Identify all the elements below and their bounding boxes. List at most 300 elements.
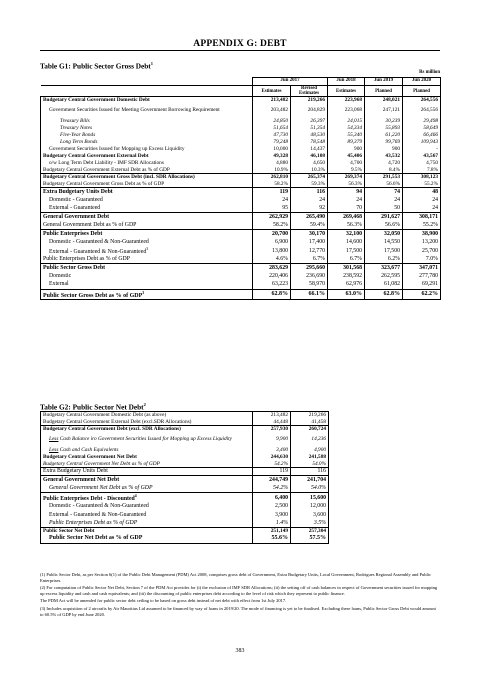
row-label <box>41 213 253 221</box>
value-cell: 13,200 <box>403 238 441 246</box>
label-text: General Government Net Debt <box>43 477 120 484</box>
table-g2-title-text: Table G2: Public Sector Net Debt <box>40 402 144 412</box>
row-label <box>41 511 253 519</box>
table-row <box>41 468 329 476</box>
col-group-jun2017: Jun 2017 <box>253 78 328 86</box>
table-row <box>41 528 329 535</box>
table-row <box>41 433 329 447</box>
value-cell: 14,437 <box>291 146 328 153</box>
corner-cell <box>41 78 253 86</box>
footnote: (3) Includes acquisition of 2 aircrafts by Air Mauritius Ltd assumed to be financed by way of loans in 2019/20. The mode of financing is yet to be finalised. Excluding these loans, Public Sector Gross Debt would amount to 60.5% of GDP by end June 2020. <box>40 605 436 617</box>
value-cell: 58,970 <box>291 281 328 289</box>
value-cell: 30,239 <box>365 118 403 125</box>
value-cell: 54.0% <box>291 461 329 468</box>
row-label <box>41 238 253 246</box>
row-label <box>41 519 253 527</box>
appendix-title: APPENDIX G: DEBT <box>193 39 287 49</box>
value-cell: 51,354 <box>291 125 328 132</box>
label-text: Public Enterprises Debt as % of GDP <box>43 256 130 263</box>
value-cell: 54.2% <box>253 484 291 492</box>
units-label: Rs million <box>419 70 440 75</box>
table-row <box>41 484 329 492</box>
table-g2 <box>40 411 329 544</box>
row-label <box>41 174 253 181</box>
value-cell: 213,482 <box>253 412 291 419</box>
label-text: Public Sector Net Debt <box>43 528 95 535</box>
value-cell: 24 <box>403 196 441 204</box>
value-cell: 301,568 <box>328 264 365 272</box>
table-row <box>41 511 329 519</box>
row-label <box>41 454 253 461</box>
value-cell: 44,448 <box>253 419 291 426</box>
value-cell: 74 <box>365 188 403 196</box>
label-text: Long Term Bonds <box>60 138 98 145</box>
value-cell: 269,374 <box>328 174 365 181</box>
value-cell: 32,050 <box>365 229 403 237</box>
label-text: Domestic - Guaranteed & Non-Guaranteed <box>49 238 149 245</box>
row-label <box>41 167 253 174</box>
value-cell: 295,660 <box>291 264 328 272</box>
label-text: Government Securities Issued for Meeting Government Borrowing Requirement <box>49 107 220 114</box>
value-cell: 69,291 <box>403 281 441 289</box>
row-label <box>41 476 253 484</box>
value-cell: 308,123 <box>403 174 441 181</box>
table-row <box>41 519 329 527</box>
table-row <box>41 289 441 299</box>
value-cell: 220,406 <box>253 272 291 280</box>
label-text: Public Sector Gross Debt <box>43 265 106 272</box>
label-text: Public Enterprises Debt <box>43 230 103 237</box>
value-cell: 109,943 <box>403 139 441 146</box>
row-label <box>41 188 253 196</box>
less-prefix: Less <box>49 446 59 453</box>
value-cell: 241,588 <box>291 454 329 461</box>
value-cell: 59.4% <box>291 221 328 229</box>
table-row <box>41 461 329 468</box>
value-cell: 48 <box>403 188 441 196</box>
value-cell: 43,567 <box>403 153 441 160</box>
value-cell: 51,654 <box>253 125 291 132</box>
value-cell: 55.2% <box>403 221 441 229</box>
row-label <box>41 493 253 503</box>
value-cell: 66.1% <box>291 289 328 299</box>
row-label <box>41 104 253 118</box>
value-cell: 49,328 <box>253 153 291 160</box>
label-text: Budgetary Central Government Debt (excl. SDR Allocations) <box>43 426 181 433</box>
value-cell: 12,770 <box>291 246 328 255</box>
row-label <box>41 229 253 237</box>
row-label <box>41 246 253 255</box>
value-cell: 257,930 <box>253 426 291 433</box>
label-text: Budgetary Central Government External Debt as % of GDP <box>43 166 170 173</box>
table-row <box>41 535 329 543</box>
table-g2-title <box>40 402 146 411</box>
value-cell: 56.6% <box>365 181 403 188</box>
col-sub-estimates: Estimates <box>253 86 291 97</box>
value-cell: 265,374 <box>291 174 328 181</box>
value-cell: 54,334 <box>328 125 365 132</box>
row-label <box>41 461 253 468</box>
label-text: Extra Budgetary Units Debt <box>43 188 113 195</box>
value-cell: 55,340 <box>328 132 365 139</box>
value-cell: 291,627 <box>365 213 403 221</box>
value-cell: 45,406 <box>328 153 365 160</box>
label-text: Budgetary Central Government External Debt <box>43 152 149 159</box>
value-cell: 264,556 <box>403 97 441 104</box>
row-label <box>41 160 253 167</box>
label-text: Domestic - Guaranteed <box>49 196 103 203</box>
value-cell: 17,400 <box>291 238 328 246</box>
value-cell: 7.0% <box>403 256 441 264</box>
value-cell: 323,677 <box>365 264 403 272</box>
table-row <box>41 419 329 426</box>
row-label <box>41 528 253 535</box>
table-row <box>41 167 441 174</box>
value-cell: 61,220 <box>365 132 403 139</box>
value-cell: 24 <box>403 204 441 212</box>
value-cell: 223,068 <box>328 104 365 118</box>
col-group-jun2019: Jun 2019 <box>365 78 403 86</box>
footnotes <box>40 572 440 619</box>
footnote: The PDM Act will be amended for public sector debt ceiling to be based on gross debt instead of net debt with effect from 1st July 2017. <box>40 598 287 604</box>
value-cell: 30,170 <box>291 229 328 237</box>
table-row <box>41 213 441 221</box>
value-cell: 116 <box>291 188 328 196</box>
value-cell: 244,630 <box>253 454 291 461</box>
label-text: External - Guaranteed <box>49 205 101 212</box>
table-row <box>41 272 441 280</box>
value-cell: 3,900 <box>253 511 291 519</box>
table-row <box>41 132 441 139</box>
less-prefix: Less <box>49 436 59 443</box>
row-label <box>41 221 253 229</box>
value-cell: 47,730 <box>253 132 291 139</box>
value-cell: 251,149 <box>253 528 291 535</box>
value-cell: 70 <box>328 204 365 212</box>
value-cell: 24 <box>291 196 328 204</box>
label-text: Five-Year Bonds <box>60 131 96 138</box>
col-group-jun2018: Jun 2018 <box>328 78 365 86</box>
value-cell: 4.6% <box>253 256 291 264</box>
row-label <box>41 289 253 299</box>
footnote: (1) Public Sector Debt, as per Section 6(1) of the Public Debt Management (PDM) Act 2008, comprises gross debt of Government, Extra Budgetary Units, Local Government, Rodrigues Regional Assembly and Public Enterprises. <box>40 572 432 583</box>
value-cell: 4,650 <box>291 160 328 167</box>
table-row <box>41 454 329 461</box>
value-cell: 79,248 <box>253 139 291 146</box>
table-row <box>41 174 441 181</box>
value-cell: 58,649 <box>403 125 441 132</box>
label-text: General Government Debt as % of GDP <box>43 221 137 228</box>
label-text: Public Enterprises Debt as % of GDP <box>49 520 138 527</box>
table-row <box>41 104 441 118</box>
value-cell: 900 <box>328 146 365 153</box>
label-text: General Government Debt <box>43 213 110 220</box>
label-text: Budgetary Central Government Net Debt as % of GDP <box>43 460 160 467</box>
value-cell: 257,304 <box>291 528 329 535</box>
value-cell: 900 <box>365 146 403 153</box>
value-cell: 10.9% <box>253 167 291 174</box>
value-cell: 62.2% <box>403 289 441 299</box>
value-cell: 12,000 <box>291 503 329 511</box>
row-label <box>41 503 253 511</box>
title-rule <box>40 50 440 51</box>
value-cell: 56.3% <box>328 181 365 188</box>
value-cell: 6.7% <box>328 256 365 264</box>
label-text: Extra Budgetary Units Debt <box>43 468 108 475</box>
row-label <box>41 412 253 419</box>
value-cell: 59.3% <box>291 181 328 188</box>
label-text: Budgetary Central Government Gross Debt as % of GDP <box>43 180 165 187</box>
value-cell: 48,530 <box>291 132 328 139</box>
value-cell: 89,379 <box>328 139 365 146</box>
label-text: Domestic <box>49 273 72 280</box>
row-label <box>41 535 253 543</box>
label-text: General Government Net Debt as % of GDP <box>49 485 153 492</box>
value-cell: 94 <box>328 188 365 196</box>
table-row <box>41 160 441 167</box>
value-cell: 24,850 <box>253 118 291 125</box>
page-number: 383 <box>235 648 245 654</box>
table-row <box>41 256 441 264</box>
label-text: Treasury Notes <box>60 124 93 131</box>
value-cell: 43,532 <box>365 153 403 160</box>
label-text: Domestic - Guaranteed & Non-Guaranteed <box>49 503 149 510</box>
value-cell: 32,100 <box>328 229 365 237</box>
value-cell: 119 <box>253 468 291 476</box>
value-cell: 116 <box>291 468 329 476</box>
value-cell: 6,900 <box>253 238 291 246</box>
table-row <box>41 146 441 153</box>
table-row <box>41 97 441 104</box>
table-g1-title <box>40 61 153 70</box>
value-cell: 63.0% <box>328 289 365 299</box>
row-label <box>41 256 253 264</box>
value-cell: 63,223 <box>253 281 291 289</box>
value-cell: 61,082 <box>365 281 403 289</box>
value-cell: 347,071 <box>403 264 441 272</box>
value-cell: 260,724 <box>291 426 329 433</box>
value-cell: - <box>403 146 441 153</box>
value-cell: 78,548 <box>291 139 328 146</box>
footnote-ref: 3 <box>146 247 149 252</box>
table-row <box>41 139 441 146</box>
label-text: Public Sector Net Debt as % of GDP <box>49 535 143 542</box>
value-cell: 24 <box>253 196 291 204</box>
value-cell: 55,893 <box>365 125 403 132</box>
value-cell: 4,700 <box>328 160 365 167</box>
value-cell: 24,015 <box>328 118 365 125</box>
corner-cell <box>41 86 253 97</box>
label-text: Treasury Bills <box>60 117 90 124</box>
value-cell: 14,236 <box>291 433 329 447</box>
value-cell: 41,458 <box>291 419 329 426</box>
value-cell: 50 <box>365 204 403 212</box>
label-text: Budgetary Central Government Gross Debt (incl. SDR Allocations) <box>43 174 195 181</box>
col-group-jun2020: Jun 2020 <box>403 78 441 86</box>
value-cell: 10.3% <box>291 167 328 174</box>
value-cell: 6.2% <box>365 256 403 264</box>
footnote-ref: 3 <box>142 290 145 295</box>
col-sub-estimates: Estimates <box>328 86 365 97</box>
table-row <box>41 181 441 188</box>
row-label <box>41 153 253 160</box>
value-cell: 3.5% <box>291 519 329 527</box>
value-cell: 55.6% <box>253 535 291 543</box>
value-cell: 9.5% <box>328 167 365 174</box>
value-cell: 58.2% <box>253 221 291 229</box>
table-row <box>41 476 329 484</box>
row-label <box>41 204 253 212</box>
value-cell: 20,700 <box>253 229 291 237</box>
label-text: Budgetary Central Government External Debt (excl.SDR Allocations) <box>43 418 192 425</box>
value-cell: 262,595 <box>365 272 403 280</box>
value-cell: 62,976 <box>328 281 365 289</box>
label-text: Government Securities Issued for Mopping up Excess Liquidity <box>49 145 185 152</box>
value-cell: 238,592 <box>328 272 365 280</box>
value-cell: 17,500 <box>365 246 403 255</box>
table-row <box>41 221 441 229</box>
table-row <box>41 229 441 237</box>
value-cell: 14,600 <box>328 238 365 246</box>
value-cell: 265,490 <box>291 213 328 221</box>
value-cell: 3,600 <box>291 511 329 519</box>
table-row <box>41 281 441 289</box>
value-cell: 15,600 <box>291 493 329 503</box>
row-label <box>41 125 253 132</box>
table-row <box>41 204 441 212</box>
value-cell: 277,780 <box>403 272 441 280</box>
value-cell: 56.6% <box>365 221 403 229</box>
label-text: Public Enterprises Debt - Discounted <box>43 496 135 503</box>
value-cell: 66,466 <box>403 132 441 139</box>
table-row <box>41 412 329 419</box>
label-text: Budgetary Central Government Domestic Debt <box>43 97 150 104</box>
table-row <box>41 264 441 272</box>
value-cell: 283,629 <box>253 264 291 272</box>
value-cell: 262,929 <box>253 213 291 221</box>
value-cell: 62.8% <box>365 289 403 299</box>
value-cell: 8.4% <box>365 167 403 174</box>
value-cell: 244,749 <box>253 476 291 484</box>
row-label <box>41 447 253 454</box>
value-cell: 219,266 <box>291 412 329 419</box>
value-cell: 95 <box>253 204 291 212</box>
row-label <box>41 426 253 433</box>
value-cell: 3,400 <box>253 447 291 454</box>
value-cell: 262,810 <box>253 174 291 181</box>
value-cell: 57.5% <box>291 535 329 543</box>
col-sub-planned: Planned <box>365 86 403 97</box>
value-cell: 247,121 <box>365 104 403 118</box>
value-cell: 248,021 <box>365 97 403 104</box>
table-g1 <box>40 77 441 300</box>
footnote-ref: 4 <box>134 494 137 499</box>
value-cell: 219,266 <box>291 97 328 104</box>
value-cell: 54.2% <box>253 461 291 468</box>
value-cell: 241,704 <box>291 476 329 484</box>
value-cell: 213,482 <box>253 97 291 104</box>
value-cell: 269,468 <box>328 213 365 221</box>
row-label <box>41 468 253 476</box>
value-cell: 4,880 <box>253 160 291 167</box>
value-cell: 6.7% <box>291 256 328 264</box>
label-text: Cash and Cash Equivalents <box>58 446 119 453</box>
label-text: External - Guaranteed & Non-Guaranteed <box>49 249 147 256</box>
value-cell: 6,400 <box>253 493 291 503</box>
value-cell: 7.8% <box>403 167 441 174</box>
row-label <box>41 97 253 104</box>
value-cell: 46,108 <box>291 153 328 160</box>
label-text: o/w Long Term Debt Liability - IMF SDR Allocations <box>49 159 164 166</box>
row-label <box>41 264 253 272</box>
value-cell: 26,397 <box>291 118 328 125</box>
value-cell: 29,498 <box>403 118 441 125</box>
row-label <box>41 196 253 204</box>
table-g1-title-note: 1 <box>150 61 153 66</box>
value-cell: 24 <box>328 196 365 204</box>
row-label <box>41 272 253 280</box>
value-cell: 2,500 <box>253 503 291 511</box>
value-cell: 62.8% <box>253 289 291 299</box>
value-cell: 25,700 <box>403 246 441 255</box>
row-label <box>41 181 253 188</box>
value-cell: 119 <box>253 188 291 196</box>
row-label <box>41 132 253 139</box>
value-cell: 13,800 <box>253 246 291 255</box>
row-label <box>41 281 253 289</box>
table-row <box>41 503 329 511</box>
value-cell: 4,900 <box>291 447 329 454</box>
row-label <box>41 433 253 447</box>
footnote: (2) For computation of Public Sector Net Debt, Section 7 of the PDM Act provides for (i) the exclusion of IMF SDR Allocations; (ii) the setting off of cash balances in respect of Government securities issued for mopping up excess liquidity and cash and cash equivalents; and (iii) the discounting of public enterprises debt according to the level of risk which they represent to public finance. <box>40 585 438 596</box>
table-row <box>41 196 441 204</box>
value-cell: 99,769 <box>365 139 403 146</box>
value-cell: 38,900 <box>403 229 441 237</box>
table-row <box>41 447 329 454</box>
value-cell: 92 <box>291 204 328 212</box>
table-row <box>41 246 441 255</box>
table-row <box>41 426 329 433</box>
label-text: External - Guaranteed & Non-Guaranteed <box>49 511 147 518</box>
table-row <box>41 125 441 132</box>
row-label <box>41 419 253 426</box>
value-cell: 10,000 <box>253 146 291 153</box>
value-cell: 4,750 <box>403 160 441 167</box>
table-row <box>41 153 441 160</box>
value-cell: 264,556 <box>403 104 441 118</box>
row-label <box>41 118 253 125</box>
table-row <box>41 238 441 246</box>
value-cell: 9,900 <box>253 433 291 447</box>
value-cell: 4,720 <box>365 160 403 167</box>
value-cell: 14,550 <box>365 238 403 246</box>
label-text: Cash Balance iro Government Securities Issued for Mopping up Excess Liquidity <box>58 436 232 443</box>
value-cell: 291,553 <box>365 174 403 181</box>
value-cell: 24 <box>365 196 403 204</box>
value-cell: 204,829 <box>291 104 328 118</box>
row-label <box>41 484 253 492</box>
label-text: Public Sector Gross Debt as % of GDP <box>43 292 143 299</box>
value-cell: 55.2% <box>403 181 441 188</box>
table-row <box>41 188 441 196</box>
label-text: External <box>49 281 69 288</box>
col-sub-revised-estimates: Revised Estimates <box>291 86 328 97</box>
value-cell: 56.3% <box>328 221 365 229</box>
col-sub-planned: Planned <box>403 86 441 97</box>
value-cell: 17,500 <box>328 246 365 255</box>
table-g1-title-text: Table G1: Public Sector Gross Debt <box>40 61 151 71</box>
value-cell: 54.0% <box>291 484 329 492</box>
